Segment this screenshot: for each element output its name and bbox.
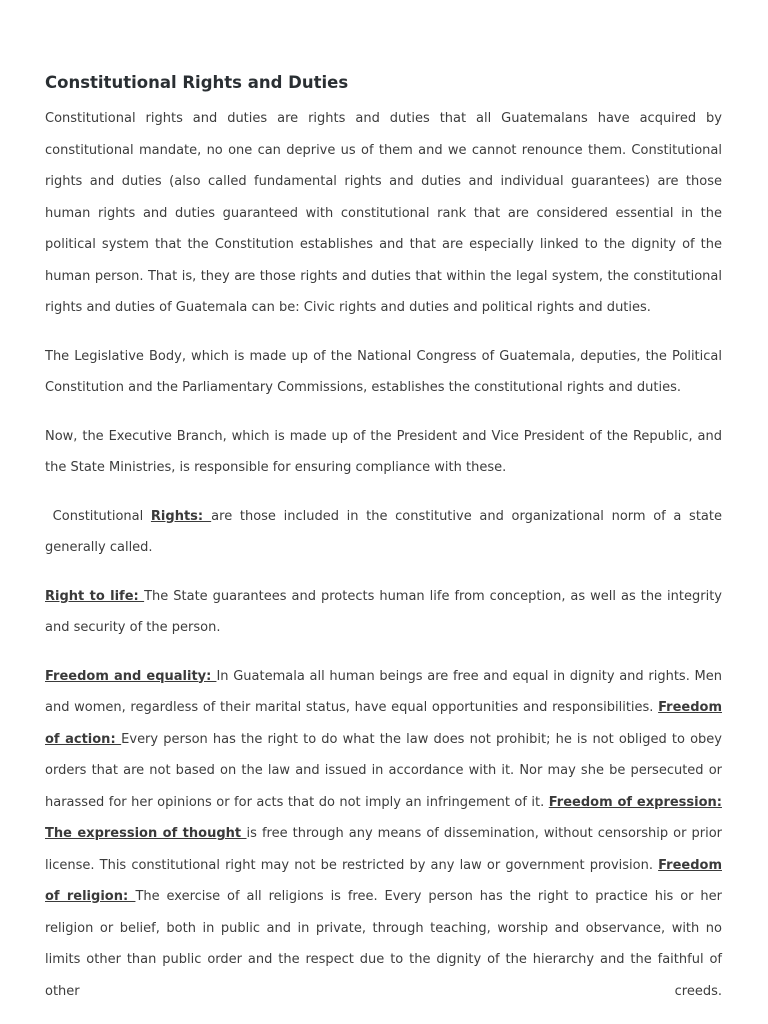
paragraph-executive: Now, the Executive Branch, which is made up of the President and Vice President of the Republic, and the State Ministries, is responsible for ensuring compliance with these. (45, 428, 722, 475)
freedom-expression-term: Freedom of expression: The expression of thought (45, 794, 722, 841)
freedom-religion-text: The exercise of all religions is free. Every person has the right to practice his or her religion or belief, both in public and in private, through teaching, worship and observance, with no limits other than public order and the respect due to the dignity of the hierarchy and the faithful of other creeds. (45, 889, 722, 999)
right-to-life-term: Right to life: (45, 588, 145, 604)
document-title: Constitutional Rights and Duties (45, 73, 349, 92)
rights-term: Rights: (150, 508, 212, 524)
document-page (45, 70, 722, 1007)
rights-text: are those included in the constitutive and organizational norm of a state generally called. (45, 508, 722, 555)
freedom-equality-text: In Guatemala all human beings are free and equal in dignity and rights. Men and women, regardless of their marital status, have equal opportunities and responsibilities. (45, 668, 722, 715)
paragraph-rights (45, 501, 722, 564)
paragraph-legislative: The Legislative Body, which is made up of the National Congress of Guatemala, deputies, the Political Constitution and the Parliamentary Commissions, establishes the constitutional rights and duties. (45, 348, 722, 395)
freedom-equality-term: Freedom and equality: (45, 668, 217, 684)
right-to-life-text: The State guarantees and protects human life from conception, as well as the integrity and security of the person. (45, 588, 722, 635)
paragraph-intro: Constitutional rights and duties are rights and duties that all Guatemalans have acquired by constitutional mandate, no one can deprive us of them and we cannot renounce them. Constitutional rights and duties (also called fundamental rights and duties and individual guarantees) are those human rights and duties guaranteed with constitutional rank that are considered essential in the political system that the Constitution establishes and that are especially linked to the dignity of the human person. That is, they are those rights and duties that within the legal system, the constitutional rights and duties of Guatemala can be: Civic rights and duties and political rights and duties. (45, 111, 722, 315)
freedom-expression-text: is free through any means of dissemination, without censorship or prior license. This constitutional right may not be restricted by any law or government provision. (45, 826, 722, 873)
freedom-action-text: Every person has the right to do what the law does not prohibit; he is not obliged to obey orders that are not based on the law and issued in accordance with it. Nor may she be persecuted or harassed for her opinions or for acts that do not imply an infringement of it. (45, 731, 722, 810)
paragraph-right-to-life (45, 581, 722, 644)
freedom-action-term: Freedom of action: (45, 700, 722, 747)
freedom-religion-term: Freedom of religion: (45, 857, 722, 904)
rights-prefix: Constitutional (45, 508, 151, 524)
paragraph-freedoms (45, 661, 722, 1008)
